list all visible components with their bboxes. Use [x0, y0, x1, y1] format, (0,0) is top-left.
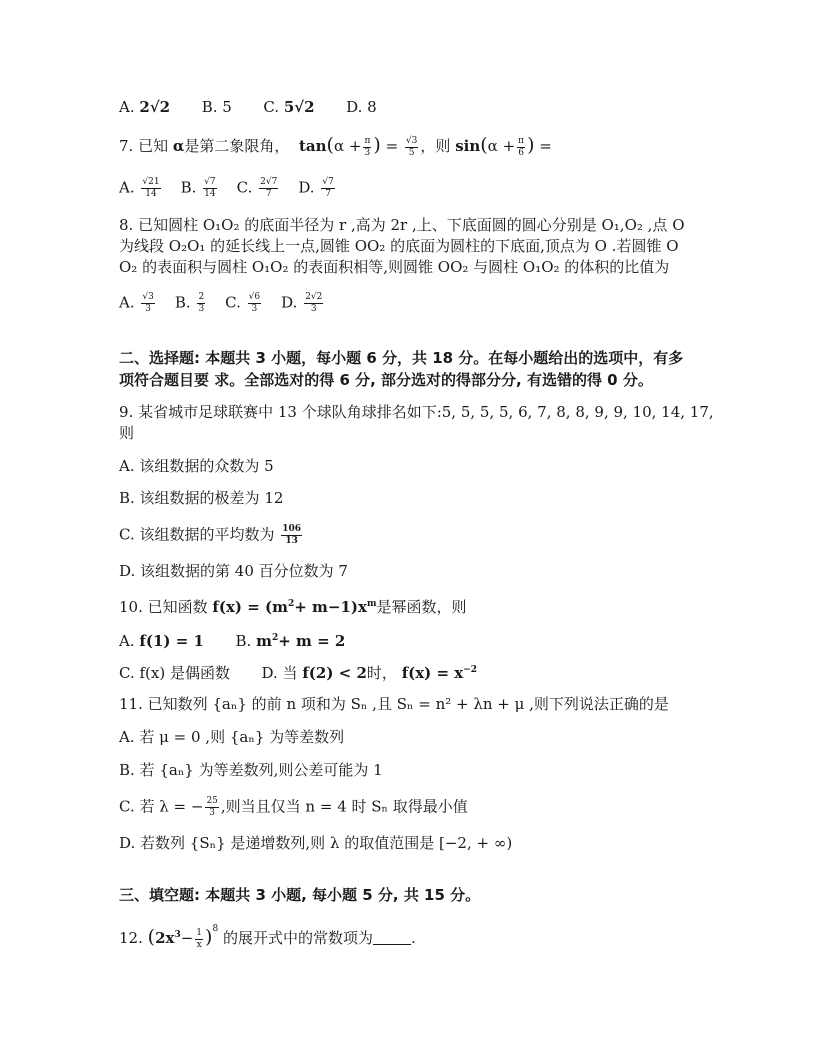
q8-line3: O₂ 的表面积与圆柱 O₁O₂ 的表面积相等,则圆锥 OO₂ 与圆柱 O₁O₂ 的体积的比值为	[119, 258, 670, 276]
q7-option-d: D. $\frac{√7}{7}$	[298, 177, 334, 199]
q12-stem: 12. ($2x^3-$ $\frac{1}{x}$ )$^8$ 的展开式中的常数项为 .	[119, 924, 416, 950]
q10-options-cd	[119, 660, 477, 683]
q7-option-b: B. $\frac{√7}{14}$	[180, 177, 216, 199]
q9-option-c: C. 该组数据的平均数为 $\frac{106}{13}$	[119, 524, 302, 546]
q6-option-a: A. 2√2	[119, 98, 171, 116]
q7-options	[119, 177, 355, 200]
q6-options	[119, 97, 377, 117]
q9-option-d: D. 该组数据的第 40 百分位数为 7	[119, 562, 348, 580]
q10-option-d: D. 当 f(2) < 2时， $f(x) = x^{-2}$	[261, 664, 478, 682]
q7-option-c: C. $\frac{2√7}{7}$	[236, 177, 278, 199]
q6-option-b: B. 5	[201, 98, 232, 116]
q11-option-a: A. 若 μ = 0 ,则 {aₙ} 为等差数列	[119, 728, 345, 746]
q7-stem: 7. 已知 α是第二象限角， tan(α + $\frac{\pi}{3}$ ) = $\frac{√3}{5}$ ，则 sin(α + $\frac{\pi}{6}$ ) =	[119, 134, 552, 158]
q9-option-a: A. 该组数据的众数为 5	[119, 457, 274, 475]
q11-option-b: B. 若 {aₙ} 为等差数列,则公差可能为 1	[119, 761, 383, 779]
q10-option-b: B. $m^2+ m = 2$	[235, 632, 346, 650]
q9-option-b: B. 该组数据的极差为 12	[119, 489, 284, 507]
q10-option-c: C. f(x) 是偶函数	[119, 664, 230, 682]
q11-option-d: D. 若数列 {Sₙ} 是递增数列,则 λ 的取值范围是 [−2, + ∞)	[119, 834, 513, 852]
q9-stem-line1: 9. 某省城市足球联赛中 13 个球队角球排名如下:5, 5, 5, 5, 6, 7, 8, 8, 9, 9, 10, 14, 17,	[119, 403, 714, 421]
section2-title-line1: 二、选择题: 本题共 3 小题，每小题 6 分，共 18 分。在每小题给出的选项中，有多	[119, 349, 684, 367]
q10-option-a: A. f(1) = 1	[119, 632, 204, 650]
q8-line1: 8. 已知圆柱 O₁O₂ 的底面半径为 r ,高为 2r ,上、下底面圆的圆心分别是 O₁,O₂ ,点 O	[119, 216, 685, 234]
q11-option-c: C. 若 λ = − $\frac{25}{3}$ ,则当且仅当 n = 4 时 Sₙ 取得最小值	[119, 796, 468, 818]
section2-title-line2: 项符合题目要 求。全部选对的得 6 分, 部分选对的得部分分, 有选错的得 0 分。	[119, 371, 653, 389]
q7-option-a: A. $\frac{√21}{14}$	[119, 177, 160, 199]
q8-options	[119, 292, 343, 315]
q10-options-ab	[119, 628, 345, 651]
q8-line2: 为线段 O₂O₁ 的延长线上一点,圆锥 OO₂ 的底面为圆柱的下底面,顶点为 O .若圆锥 O	[119, 237, 679, 255]
q6-option-d: D. 8	[346, 98, 377, 116]
q10-stem: 10. 已知函数 $f(x) = (m^2+ m-1)x^m$是幂函数，则	[119, 598, 467, 616]
q6-option-c: C. 5√2	[263, 98, 315, 116]
section3-title: 三、填空题: 本题共 3 小题, 每小题 5 分, 共 15 分。	[119, 886, 481, 904]
q11-stem: 11. 已知数列 {aₙ} 的前 n 项和为 Sₙ ,且 Sₙ = n² + λn + μ ,则下列说法正确的是	[119, 695, 669, 713]
q8-option-c: C. $\frac{√6}{3}$	[225, 292, 261, 314]
q9-stem-line2: 则	[119, 424, 135, 442]
q8-option-b: B. $\frac{2}{3}$	[174, 292, 205, 314]
q8-option-d: D. $\frac{2√2}{3}$	[281, 292, 323, 314]
q8-option-a: A. $\frac{√3}{3}$	[119, 292, 154, 314]
q12-answer-blank[interactable]	[373, 930, 411, 945]
